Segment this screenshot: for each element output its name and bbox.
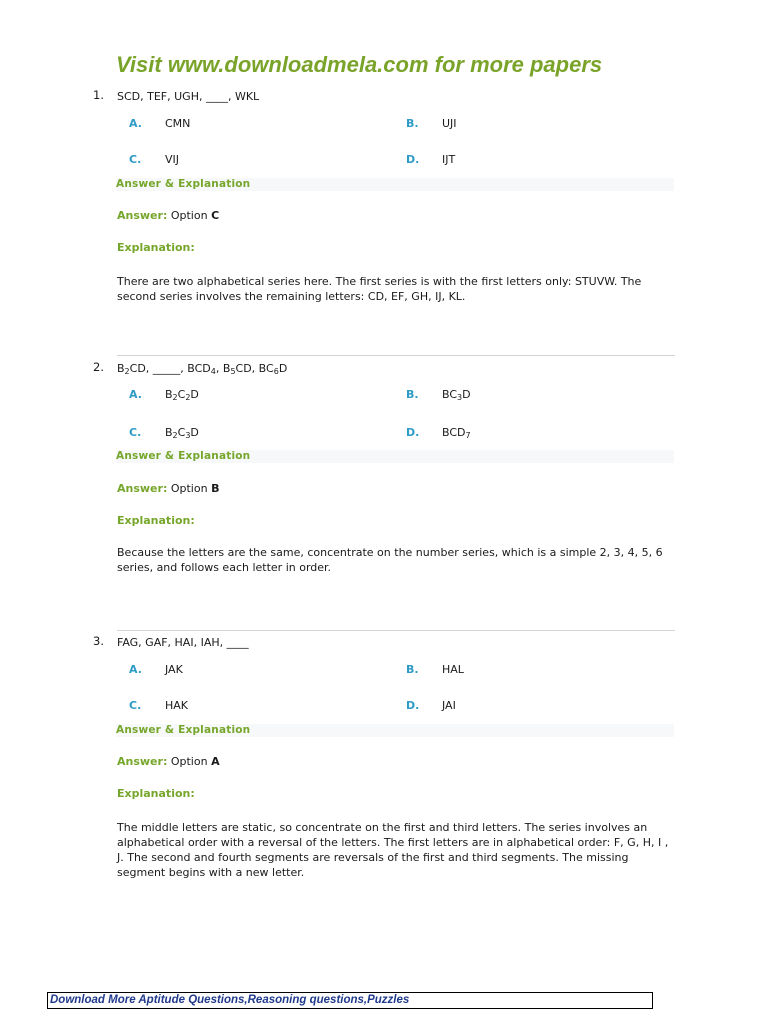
answer-value: A	[211, 755, 220, 768]
option-d[interactable]	[406, 426, 471, 439]
option-d[interactable]	[406, 153, 455, 166]
explanation-label: Explanation:	[117, 787, 195, 800]
option-b[interactable]	[406, 117, 457, 130]
option-letter: B.	[406, 388, 419, 401]
option-b[interactable]	[406, 388, 471, 401]
option-a[interactable]	[129, 388, 199, 401]
question-number: 1.	[93, 88, 104, 102]
explanation-text: Because the letters are the same, concentrate on the number series, which is a simple 2, 3, 4, 5, 6 series, and follows each letter in order.	[117, 546, 663, 574]
footer-link[interactable]: Download More Aptitude Questions,Reasoning questions,Puzzles	[47, 992, 653, 1009]
option-text: HAL	[442, 663, 464, 676]
explanation-label: Explanation:	[117, 241, 195, 254]
option-word: Option	[170, 209, 208, 222]
option-text: HAK	[165, 699, 189, 712]
option-letter: B.	[406, 663, 419, 676]
answer-line	[117, 482, 219, 495]
question-number: 3.	[93, 634, 104, 648]
option-text: VIJ	[165, 153, 180, 166]
option-letter: C.	[129, 153, 142, 166]
option-word: Option	[170, 482, 208, 495]
answer-label: Answer:	[117, 482, 168, 495]
question-text: SCD, TEF, UGH, ____, WKL	[117, 90, 260, 103]
option-c[interactable]	[129, 153, 179, 166]
option-letter: B.	[406, 117, 419, 130]
answer-line	[117, 755, 220, 768]
answer-line	[117, 209, 219, 222]
option-text: $BC_3D$	[442, 388, 471, 402]
option-letter: D.	[406, 426, 420, 439]
option-letter: C.	[129, 426, 142, 439]
option-letter: C.	[129, 699, 142, 712]
explanation-text: There are two alphabetical series here. The first series is with the first letters only: STUVW. The second series involves the remaining letters: CD, EF, GH, IJ, KL.	[117, 275, 642, 303]
divider	[117, 355, 675, 356]
option-letter: D.	[406, 153, 420, 166]
option-letter: D.	[406, 699, 420, 712]
answer-value: B	[211, 482, 220, 495]
option-text: $BCD_7$	[442, 426, 471, 440]
explanation-text: The middle letters are static, so concentrate on the first and third letters. The series involves an alphabetical order with a reversal of the letters. The first letters are in alphabetical order: F, G, H, I , J. The second and fourth segments are reversals of the first and third segments. The missing segment begins with a new letter.	[117, 821, 669, 879]
option-a[interactable]	[129, 117, 190, 130]
option-letter: A.	[129, 117, 142, 130]
option-d[interactable]	[406, 699, 456, 712]
option-c[interactable]	[129, 426, 199, 439]
answer-label: Answer:	[117, 209, 168, 222]
option-letter: A.	[129, 663, 142, 676]
answer-value: C	[211, 209, 220, 222]
option-text: JAK	[165, 663, 183, 676]
option-word: Option	[170, 755, 208, 768]
answer-explanation-toggle[interactable]: Answer & Explanation	[116, 724, 674, 737]
question-number: 2.	[93, 360, 104, 374]
answer-label: Answer:	[117, 755, 168, 768]
answer-explanation-toggle[interactable]: Answer & Explanation	[116, 178, 674, 191]
option-letter: A.	[129, 388, 142, 401]
question-text: $B_2CD$, _____, $BCD_4$, $B_5CD$, $BC_6D$	[117, 362, 288, 376]
divider	[117, 630, 675, 631]
option-text: IJT	[442, 153, 456, 166]
option-c[interactable]	[129, 699, 188, 712]
option-text: $B_2C_2D$	[165, 388, 199, 402]
option-a[interactable]	[129, 663, 183, 676]
option-b[interactable]	[406, 663, 464, 676]
option-text: $B_2C_3D$	[165, 426, 199, 440]
option-text: JAI	[442, 699, 456, 712]
question-text: FAG, GAF, HAI, IAH, ____	[117, 636, 249, 649]
site-banner: Visit www.downloadmela.com for more papers	[116, 52, 603, 77]
option-text: CMN	[165, 117, 191, 130]
answer-explanation-toggle[interactable]: Answer & Explanation	[116, 450, 674, 463]
option-text: UJI	[442, 117, 457, 130]
explanation-label: Explanation:	[117, 514, 195, 527]
